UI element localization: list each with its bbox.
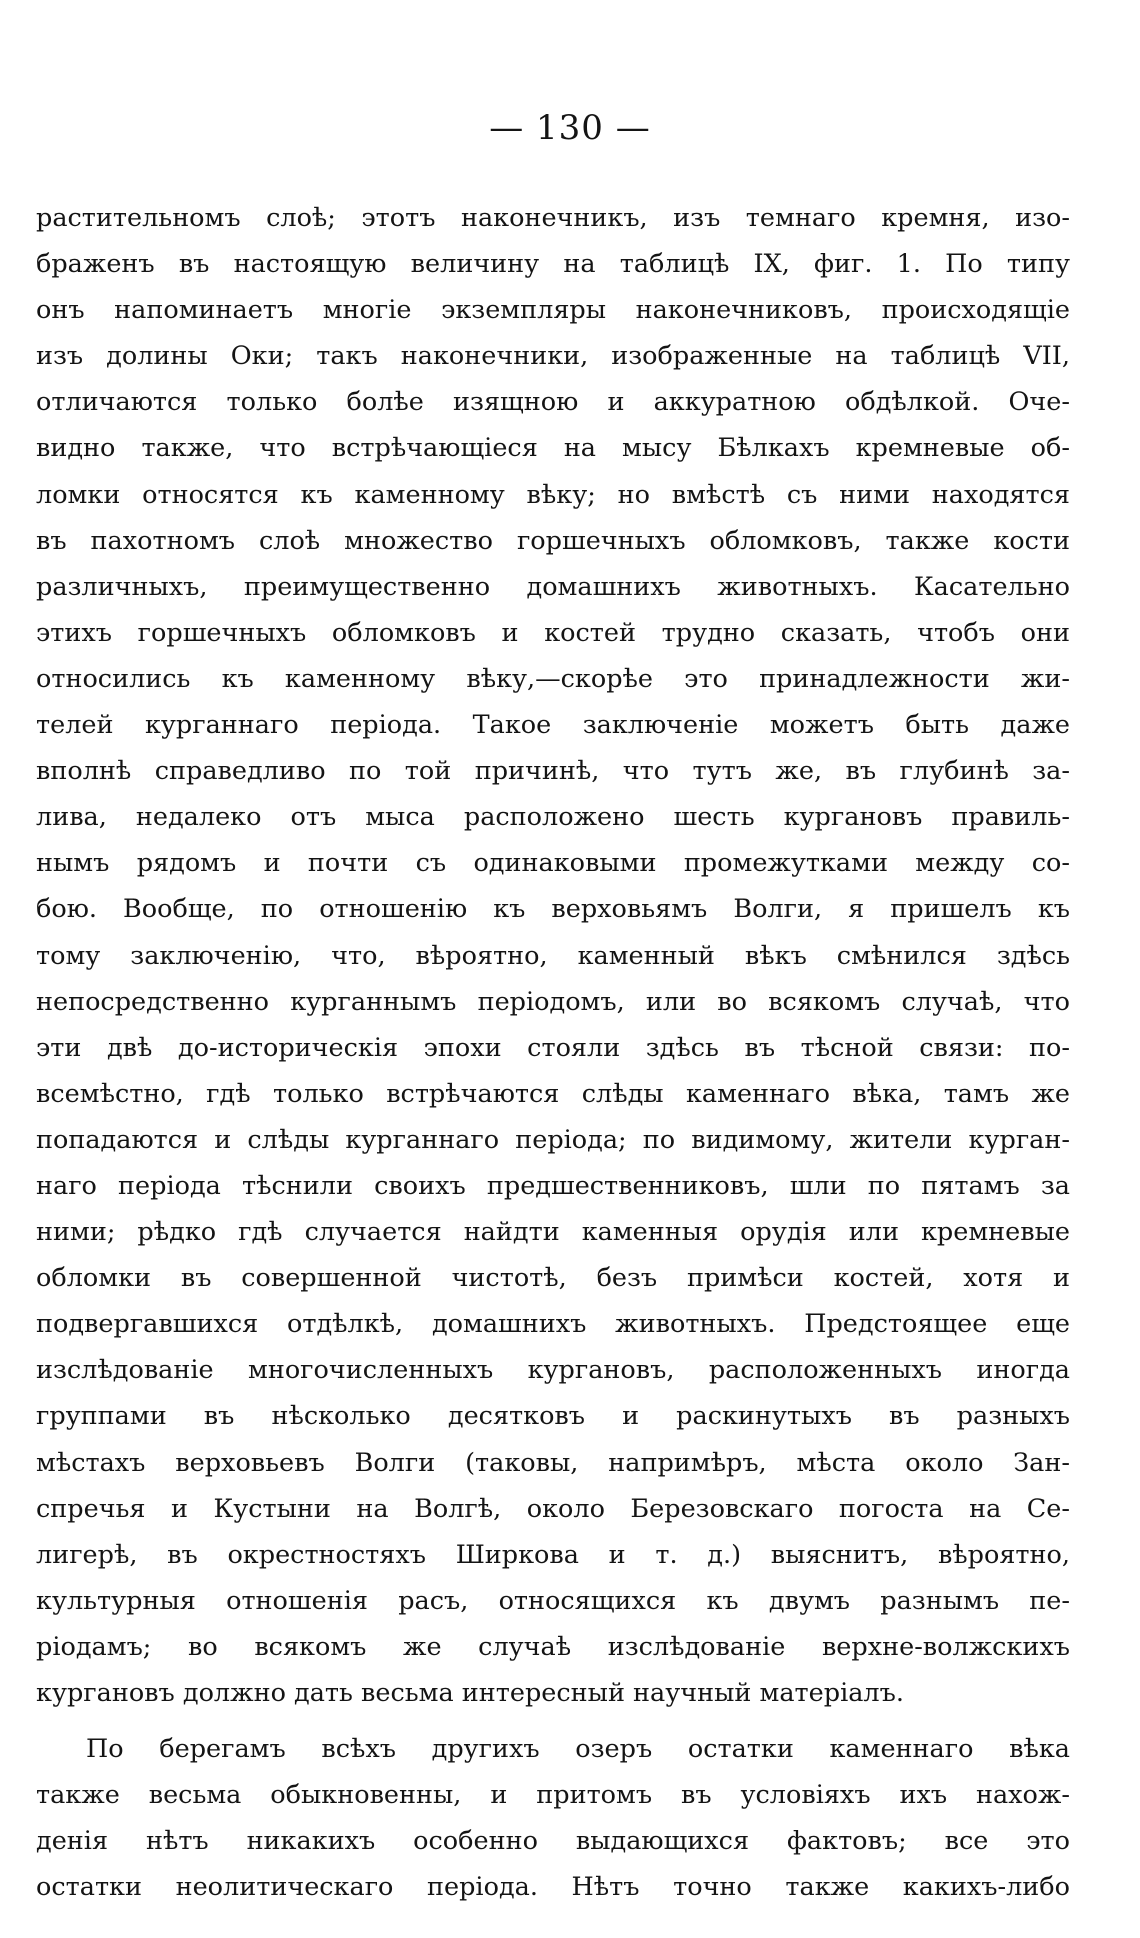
text-line: различныхъ, преимущественно домашнихъ животныхъ. Касательно [36, 571, 1070, 602]
text-line: всемѣстно, гдѣ только встрѣчаются слѣды каменнаго вѣка, тамъ же [36, 1078, 1070, 1109]
text-line: мѣстахъ верховьевъ Волги (таковы, напримѣръ, мѣста около Зан- [36, 1447, 1070, 1478]
text-line: денія нѣтъ никакихъ особенно выдающихся фактовъ; все это [36, 1826, 1070, 1857]
text-line: нымъ рядомъ и почти съ одинаковыми промежутками между со- [36, 848, 1070, 879]
text-line: обломки въ совершенной чистотѣ, безъ примѣси костей, хотя и [36, 1263, 1070, 1294]
text-line: также весьма обыкновенны, и притомъ въ условіяхъ ихъ нахож- [36, 1780, 1070, 1811]
text-line: спречья и Кустыни на Волгѣ, около Березовскаго погоста на Се- [36, 1493, 1070, 1524]
text-line: тому заключенію, что, вѣроятно, каменный вѣкъ смѣнился здѣсь [36, 940, 1070, 971]
text-line: лива, недалеко отъ мыса расположено шесть кургановъ правиль- [36, 802, 1070, 833]
text-line: растительномъ слоѣ; этотъ наконечникъ, изъ темнаго кремня, изо- [36, 203, 1070, 233]
text-line: ними; рѣдко гдѣ случается найдти каменныя орудія или кремневые [36, 1217, 1070, 1248]
page-number: — 130 — [489, 108, 651, 148]
text-line: онъ напоминаетъ многіе экземпляры наконечниковъ, происходящіе [36, 295, 1070, 326]
text-line: изслѣдованіе многочисленныхъ кургановъ, расположенныхъ иногда [36, 1355, 1070, 1386]
text-line: видно также, что встрѣчающіеся на мысу Бѣлкахъ кремневые об- [36, 433, 1070, 464]
body-text [36, 195, 1070, 1910]
text-line: наго періода тѣснили своихъ предшественниковъ, шли по пятамъ за [36, 1170, 1070, 1201]
text-line: вполнѣ справедливо по той причинѣ, что тутъ же, въ глубинѣ за- [36, 756, 1070, 787]
text-line: браженъ въ настоящую величину на таблицѣ IX, фиг. 1. По типу [36, 249, 1070, 280]
text-line: бою. Вообще, по отношенію къ верховьямъ Волги, я пришелъ къ [36, 894, 1070, 925]
text-line: лигерѣ, въ окрестностяхъ Ширкова и т. д.) выяснитъ, вѣроятно, [36, 1539, 1070, 1570]
text-line: культурныя отношенія расъ, относящихся къ двумъ разнымъ пе- [36, 1585, 1070, 1616]
text-line-indented: По берегамъ всѣхъ другихъ озеръ остатки каменнаго вѣка [86, 1734, 1070, 1765]
text-line: этихъ горшечныхъ обломковъ и костей трудно сказать, чтобъ они [36, 617, 1070, 648]
text-line: отличаются только болѣе изящною и аккуратною обдѣлкой. Оче- [36, 387, 1070, 418]
text-line: телей курганнаго періода. Такое заключеніе можетъ быть даже [36, 710, 1070, 741]
text-line: изъ долины Оки; такъ наконечники, изображенные на таблицѣ VII, [36, 341, 1070, 372]
text-line: ріодамъ; во всякомъ же случаѣ изслѣдованіе верхне-волжскихъ [36, 1631, 1070, 1662]
text-line: ломки относятся къ каменному вѣку; но вмѣстѣ съ ними находятся [36, 479, 1070, 510]
text-line: въ пахотномъ слоѣ множество горшечныхъ обломковъ, также кости [36, 525, 1070, 556]
text-line: эти двѣ до-историческія эпохи стояли здѣсь въ тѣсной связи: по- [36, 1032, 1070, 1063]
text-line: подвергавшихся отдѣлкѣ, домашнихъ животныхъ. Предстоящее еще [36, 1309, 1070, 1340]
text-line: остатки неолитическаго періода. Нѣтъ точно также какихъ-либо [36, 1872, 1070, 1903]
text-line: непосредственно курганнымъ періодомъ, или во всякомъ случаѣ, что [36, 986, 1070, 1017]
text-line: попадаются и слѣды курганнаго періода; по видимому, жители курган- [36, 1124, 1070, 1155]
text-line: группами въ нѣсколько десятковъ и раскинутыхъ въ разныхъ [36, 1401, 1070, 1432]
text-line-last: кургановъ должно дать весьма интересный научный матеріалъ. [36, 1678, 904, 1708]
text-line: относились къ каменному вѣку,—скорѣе это принадлежности жи- [36, 663, 1070, 694]
